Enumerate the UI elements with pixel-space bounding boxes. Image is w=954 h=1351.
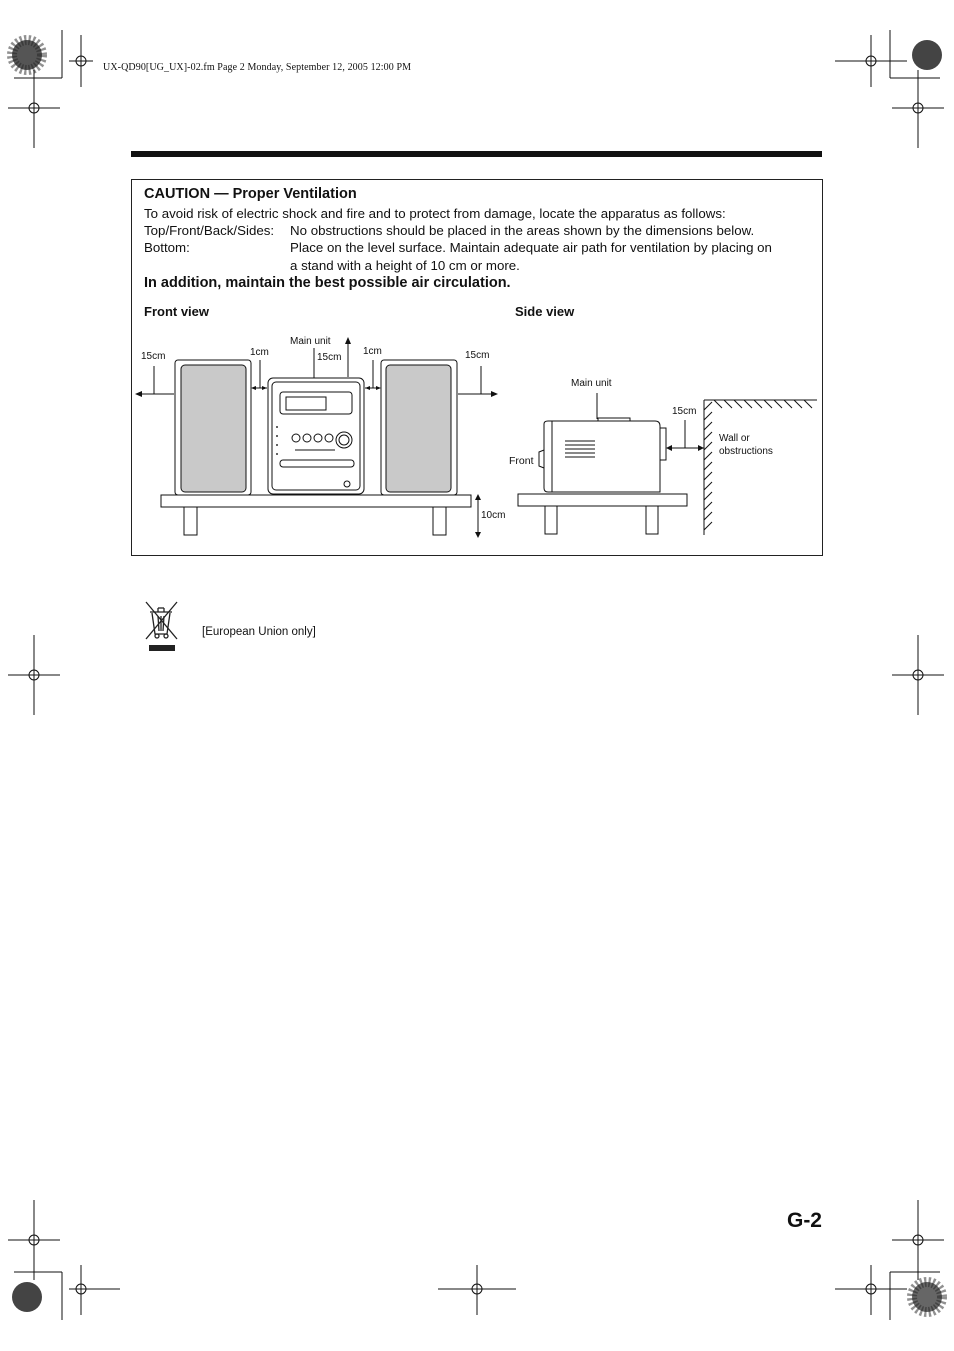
row-text-sides: No obstructions should be placed in the areas shown by the dimensions below. <box>290 223 755 238</box>
emphasis-line: In addition, maintain the best possible air circulation. <box>144 275 511 291</box>
side-main-unit-label: Main unit <box>571 378 612 389</box>
row-text-bottom-cont: a stand with a height of 10 cm or more. <box>290 258 520 273</box>
side-front-label: Front <box>509 455 534 467</box>
side-back-15cm: 15cm <box>672 406 697 417</box>
file-header: UX-QD90[UG_UX]-02.fm Page 2 Monday, September 12, 2005 12:00 PM <box>103 62 412 73</box>
caution-intro: To avoid risk of electric shock and fire and to protect from damage, locate the apparatus as follows: <box>144 206 726 221</box>
wall-label-1: Wall or <box>719 433 750 444</box>
front-left-15cm: 15cm <box>141 351 166 362</box>
wall-label-2: obstructions <box>719 446 773 457</box>
front-view-label: Front view <box>144 304 210 319</box>
front-main-unit-label: Main unit <box>290 336 331 347</box>
page-number: G-2 <box>786 1209 822 1232</box>
row-label-sides: Top/Front/Back/Sides: <box>144 223 275 238</box>
caution-title: CAUTION — Proper Ventilation <box>144 186 357 202</box>
side-view-label: Side view <box>515 304 575 319</box>
front-bottom-10cm: 10cm <box>481 510 506 521</box>
eu-only-note: [European Union only] <box>202 626 316 638</box>
row-label-bottom: Bottom: <box>144 240 190 255</box>
front-right-1cm: 1cm <box>363 346 382 357</box>
row-text-bottom: Place on the level surface. Maintain adequate air path for ventilation by placing on <box>290 240 772 255</box>
front-top-15cm: 15cm <box>317 352 342 363</box>
front-left-1cm: 1cm <box>250 347 269 358</box>
front-right-15cm: 15cm <box>465 350 490 361</box>
